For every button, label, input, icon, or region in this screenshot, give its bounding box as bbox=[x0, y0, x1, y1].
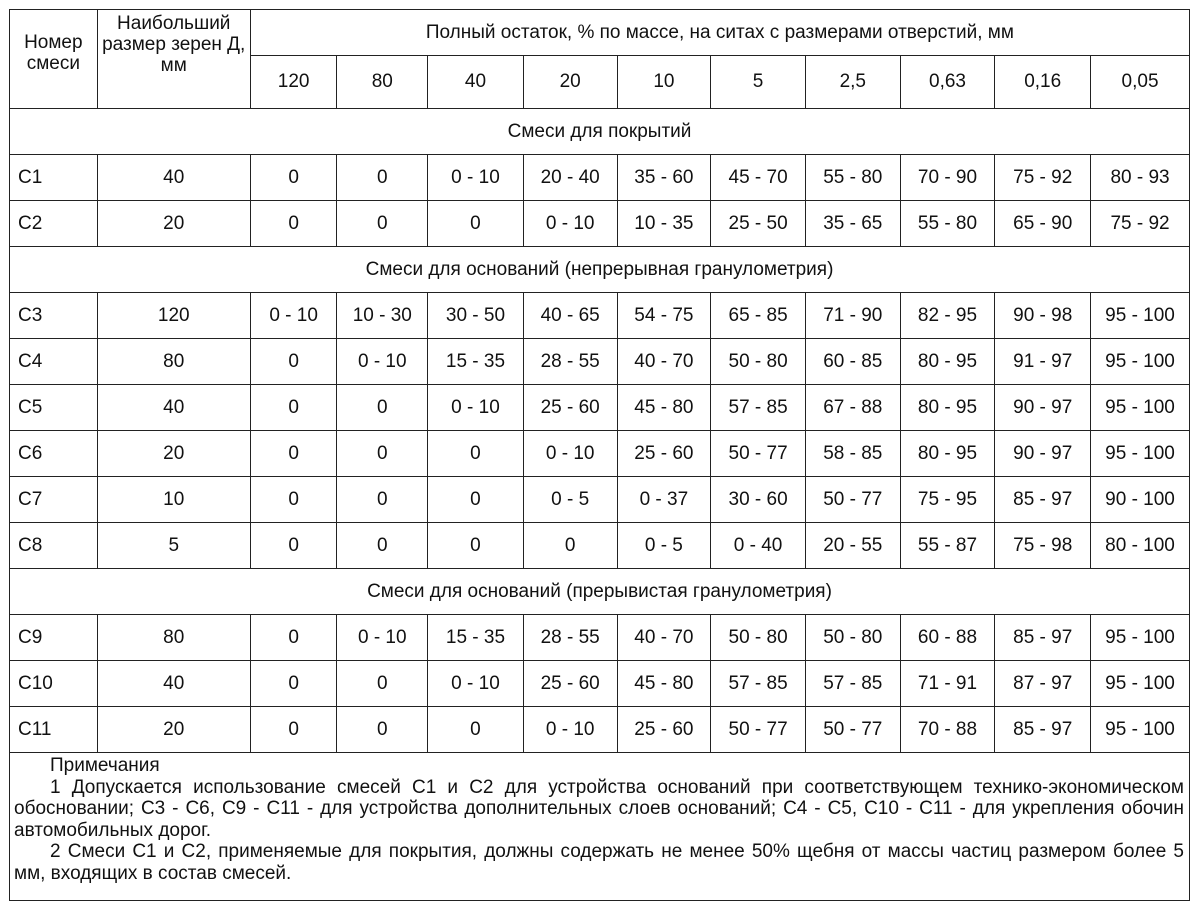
max-size-cell: 40 bbox=[97, 661, 250, 707]
residue-cell: 10 - 30 bbox=[337, 293, 428, 339]
residue-cell: 50 - 80 bbox=[711, 339, 806, 385]
header-sieve: 0,16 bbox=[995, 56, 1091, 109]
header-mix-number: Номер смеси bbox=[10, 10, 98, 109]
residue-cell: 82 - 95 bbox=[900, 293, 995, 339]
residue-cell: 0 bbox=[428, 477, 524, 523]
residue-cell: 91 - 97 bbox=[995, 339, 1091, 385]
residue-cell: 0 bbox=[337, 523, 428, 569]
header-total-residue: Полный остаток, % по массе, на ситах с размерами отверстий, мм bbox=[250, 10, 1189, 56]
note-item: 2 Смеси С1 и С2, применяемые для покрытия, должны содержать не менее 50% щебня от массы частиц размером более 5 мм, входящих в состав смесей. bbox=[14, 841, 1184, 884]
residue-cell: 15 - 35 bbox=[428, 615, 524, 661]
residue-cell: 0 - 10 bbox=[428, 385, 524, 431]
residue-cell: 57 - 85 bbox=[711, 385, 806, 431]
residue-cell: 35 - 65 bbox=[805, 201, 900, 247]
header-sieve: 40 bbox=[428, 56, 524, 109]
table-row bbox=[10, 615, 1190, 661]
residue-cell: 20 - 40 bbox=[523, 155, 617, 201]
residue-cell: 28 - 55 bbox=[523, 615, 617, 661]
residue-cell: 70 - 88 bbox=[900, 707, 995, 753]
table-row bbox=[10, 201, 1190, 247]
residue-cell: 25 - 60 bbox=[523, 661, 617, 707]
section-title: Смеси для покрытий bbox=[10, 109, 1190, 155]
residue-cell: 95 - 100 bbox=[1091, 293, 1190, 339]
residue-cell: 0 bbox=[250, 155, 337, 201]
header-sieve: 0,05 bbox=[1091, 56, 1190, 109]
residue-cell: 70 - 90 bbox=[900, 155, 995, 201]
residue-cell: 35 - 60 bbox=[617, 155, 711, 201]
section-title: Смеси для оснований (прерывистая гранулометрия) bbox=[10, 569, 1190, 615]
residue-cell: 0 - 10 bbox=[337, 339, 428, 385]
residue-cell: 95 - 100 bbox=[1091, 431, 1190, 477]
residue-cell: 60 - 88 bbox=[900, 615, 995, 661]
section-row bbox=[10, 569, 1190, 615]
residue-cell: 50 - 77 bbox=[711, 707, 806, 753]
residue-cell: 25 - 50 bbox=[711, 201, 806, 247]
residue-cell: 75 - 98 bbox=[995, 523, 1091, 569]
max-size-cell: 40 bbox=[97, 385, 250, 431]
residue-cell: 90 - 100 bbox=[1091, 477, 1190, 523]
residue-cell: 0 bbox=[250, 431, 337, 477]
residue-cell: 0 - 10 bbox=[428, 661, 524, 707]
max-size-cell: 80 bbox=[97, 615, 250, 661]
section-row bbox=[10, 109, 1190, 155]
residue-cell: 28 - 55 bbox=[523, 339, 617, 385]
mix-number-cell: С7 bbox=[10, 477, 98, 523]
table-row bbox=[10, 385, 1190, 431]
residue-cell: 65 - 90 bbox=[995, 201, 1091, 247]
mix-number-cell: С5 bbox=[10, 385, 98, 431]
residue-cell: 30 - 60 bbox=[711, 477, 806, 523]
residue-cell: 25 - 60 bbox=[617, 707, 711, 753]
residue-cell: 0 bbox=[337, 385, 428, 431]
notes-block bbox=[14, 755, 1184, 884]
residue-cell: 0 bbox=[523, 523, 617, 569]
max-size-cell: 5 bbox=[97, 523, 250, 569]
residue-cell: 0 - 40 bbox=[711, 523, 806, 569]
residue-cell: 90 - 97 bbox=[995, 385, 1091, 431]
residue-cell: 54 - 75 bbox=[617, 293, 711, 339]
residue-cell: 80 - 95 bbox=[900, 431, 995, 477]
notes-title: Примечания bbox=[50, 755, 160, 776]
residue-cell: 75 - 95 bbox=[900, 477, 995, 523]
residue-cell: 0 bbox=[250, 523, 337, 569]
residue-cell: 0 bbox=[428, 431, 524, 477]
residue-cell: 0 bbox=[337, 477, 428, 523]
table-row bbox=[10, 293, 1190, 339]
header-sieve: 2,5 bbox=[805, 56, 900, 109]
residue-cell: 50 - 77 bbox=[711, 431, 806, 477]
residue-cell: 0 bbox=[428, 201, 524, 247]
header-sieve: 80 bbox=[337, 56, 428, 109]
residue-cell: 10 - 35 bbox=[617, 201, 711, 247]
residue-cell: 45 - 80 bbox=[617, 385, 711, 431]
table-row bbox=[10, 477, 1190, 523]
residue-cell: 71 - 90 bbox=[805, 293, 900, 339]
residue-cell: 0 bbox=[250, 707, 337, 753]
residue-cell: 75 - 92 bbox=[1091, 201, 1190, 247]
mix-number-cell: С9 bbox=[10, 615, 98, 661]
residue-cell: 0 bbox=[428, 523, 524, 569]
residue-cell: 95 - 100 bbox=[1091, 661, 1190, 707]
residue-cell: 0 - 37 bbox=[617, 477, 711, 523]
max-size-cell: 20 bbox=[97, 707, 250, 753]
residue-cell: 0 bbox=[337, 661, 428, 707]
residue-cell: 0 bbox=[250, 661, 337, 707]
residue-cell: 0 - 10 bbox=[523, 707, 617, 753]
residue-cell: 55 - 80 bbox=[805, 155, 900, 201]
mix-number-cell: С6 bbox=[10, 431, 98, 477]
residue-cell: 90 - 98 bbox=[995, 293, 1091, 339]
residue-cell: 80 - 93 bbox=[1091, 155, 1190, 201]
residue-cell: 0 bbox=[337, 431, 428, 477]
residue-cell: 95 - 100 bbox=[1091, 615, 1190, 661]
residue-cell: 40 - 70 bbox=[617, 339, 711, 385]
residue-cell: 45 - 70 bbox=[711, 155, 806, 201]
residue-cell: 80 - 100 bbox=[1091, 523, 1190, 569]
residue-cell: 40 - 70 bbox=[617, 615, 711, 661]
residue-cell: 0 - 10 bbox=[523, 431, 617, 477]
table-row bbox=[10, 661, 1190, 707]
residue-cell: 0 - 10 bbox=[250, 293, 337, 339]
residue-cell: 0 bbox=[250, 477, 337, 523]
table-row bbox=[10, 707, 1190, 753]
residue-cell: 0 - 10 bbox=[337, 615, 428, 661]
residue-cell: 95 - 100 bbox=[1091, 385, 1190, 431]
residue-cell: 0 - 5 bbox=[523, 477, 617, 523]
mix-number-cell: С3 bbox=[10, 293, 98, 339]
residue-cell: 0 - 5 bbox=[617, 523, 711, 569]
max-size-cell: 10 bbox=[97, 477, 250, 523]
header-row-1 bbox=[10, 10, 1190, 56]
residue-cell: 57 - 85 bbox=[805, 661, 900, 707]
residue-cell: 45 - 80 bbox=[617, 661, 711, 707]
residue-cell: 20 - 55 bbox=[805, 523, 900, 569]
table-row bbox=[10, 155, 1190, 201]
note-item: 1 Допускается использование смесей С1 и С2 для устройства оснований при соответствующем технико-экономическом обосновании; С3 - С6, С9 - С11 - для устройства дополнительных слоев оснований; С4 - С5, С10 - С11 - для укрепления обочин автомобильных дорог. bbox=[14, 776, 1184, 841]
residue-cell: 80 - 95 bbox=[900, 385, 995, 431]
residue-cell: 85 - 97 bbox=[995, 615, 1091, 661]
max-size-cell: 120 bbox=[97, 293, 250, 339]
residue-cell: 95 - 100 bbox=[1091, 707, 1190, 753]
residue-cell: 71 - 91 bbox=[900, 661, 995, 707]
residue-cell: 87 - 97 bbox=[995, 661, 1091, 707]
header-sieve: 120 bbox=[250, 56, 337, 109]
residue-cell: 50 - 80 bbox=[711, 615, 806, 661]
mix-number-cell: С2 bbox=[10, 201, 98, 247]
mix-number-cell: С10 bbox=[10, 661, 98, 707]
residue-cell: 25 - 60 bbox=[523, 385, 617, 431]
table-row bbox=[10, 431, 1190, 477]
table-row bbox=[10, 523, 1190, 569]
section-title: Смеси для оснований (непрерывная гранулометрия) bbox=[10, 247, 1190, 293]
header-sieve: 20 bbox=[523, 56, 617, 109]
mix-number-cell: С1 bbox=[10, 155, 98, 201]
header-sieve: 10 bbox=[617, 56, 711, 109]
residue-cell: 50 - 80 bbox=[805, 615, 900, 661]
residue-cell: 0 bbox=[337, 155, 428, 201]
mix-number-cell: С11 bbox=[10, 707, 98, 753]
max-size-cell: 20 bbox=[97, 201, 250, 247]
sieve-residue-table bbox=[9, 9, 1190, 753]
residue-cell: 55 - 80 bbox=[900, 201, 995, 247]
residue-cell: 0 bbox=[337, 707, 428, 753]
max-size-cell: 20 bbox=[97, 431, 250, 477]
residue-cell: 60 - 85 bbox=[805, 339, 900, 385]
residue-cell: 95 - 100 bbox=[1091, 339, 1190, 385]
residue-cell: 40 - 65 bbox=[523, 293, 617, 339]
residue-cell: 0 bbox=[337, 201, 428, 247]
residue-cell: 85 - 97 bbox=[995, 477, 1091, 523]
residue-cell: 57 - 85 bbox=[711, 661, 806, 707]
section-row bbox=[10, 247, 1190, 293]
max-size-cell: 80 bbox=[97, 339, 250, 385]
max-size-cell: 40 bbox=[97, 155, 250, 201]
residue-cell: 50 - 77 bbox=[805, 477, 900, 523]
residue-cell: 0 bbox=[250, 201, 337, 247]
residue-cell: 65 - 85 bbox=[711, 293, 806, 339]
mix-number-cell: С4 bbox=[10, 339, 98, 385]
header-sieve: 5 bbox=[711, 56, 806, 109]
header-max-grain-size: Наибольший размер зерен Д, мм bbox=[97, 10, 250, 109]
mix-number-cell: С8 bbox=[10, 523, 98, 569]
residue-cell: 30 - 50 bbox=[428, 293, 524, 339]
residue-cell: 75 - 92 bbox=[995, 155, 1091, 201]
residue-cell: 0 bbox=[428, 707, 524, 753]
residue-cell: 90 - 97 bbox=[995, 431, 1091, 477]
residue-cell: 15 - 35 bbox=[428, 339, 524, 385]
residue-cell: 0 bbox=[250, 339, 337, 385]
residue-cell: 0 bbox=[250, 615, 337, 661]
residue-cell: 67 - 88 bbox=[805, 385, 900, 431]
residue-cell: 0 bbox=[250, 385, 337, 431]
residue-cell: 80 - 95 bbox=[900, 339, 995, 385]
residue-cell: 85 - 97 bbox=[995, 707, 1091, 753]
residue-cell: 58 - 85 bbox=[805, 431, 900, 477]
residue-cell: 0 - 10 bbox=[428, 155, 524, 201]
residue-cell: 25 - 60 bbox=[617, 431, 711, 477]
header-sieve: 0,63 bbox=[900, 56, 995, 109]
residue-cell: 55 - 87 bbox=[900, 523, 995, 569]
residue-cell: 0 - 10 bbox=[523, 201, 617, 247]
table-row bbox=[10, 339, 1190, 385]
residue-cell: 50 - 77 bbox=[805, 707, 900, 753]
